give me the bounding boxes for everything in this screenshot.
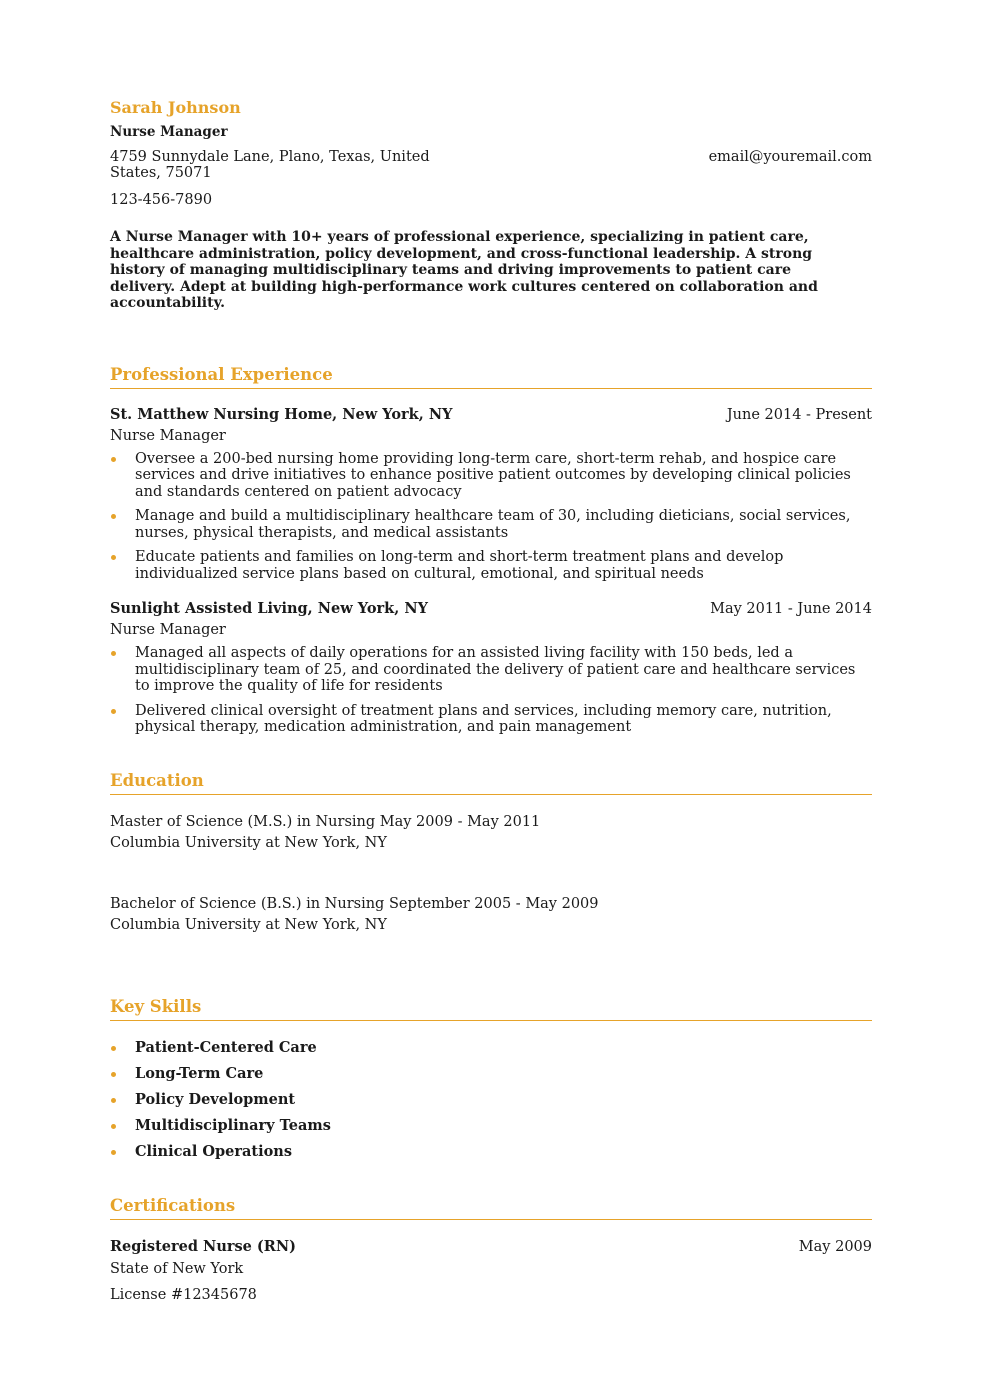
certification-entry [110, 1238, 872, 1304]
job-header [110, 600, 872, 618]
candidate-title: Nurse Manager [110, 124, 228, 140]
job-entry [110, 406, 872, 583]
phone: 123-456-7890 [110, 192, 213, 208]
candidate-name: Sarah Johnson [110, 98, 241, 117]
summary: A Nurse Manager with 10+ years of professional experience, specializing in patient care, healthcare administration, policy development, and cross-functional leadership. A strong history of managing multidisciplinary teams and driving improvements to patient care delivery. Adept at building high-performance work cultures centered on collaboration and accountability. [110, 229, 818, 311]
address: 4759 Sunnydale Lane, Plano, Texas, United States, 75071 [110, 149, 430, 181]
certification-license: License #12345678 [110, 1286, 257, 1303]
job-role: Nurse Manager [110, 622, 226, 638]
education-degree: Master of Science (M.S.) in Nursing May 2009 - May 2011 [110, 813, 541, 830]
job-header [110, 406, 872, 424]
job-entry [110, 600, 872, 736]
education-school: Columbia University at New York, NY [110, 916, 387, 933]
resume-content [110, 97, 872, 1304]
list-item: Long-Term Care [110, 1061, 872, 1087]
job-company: Sunlight Assisted Living, New York, NY [110, 600, 428, 617]
skills-list [110, 1035, 872, 1165]
list-item: Educate patients and families on long-term and short-term treatment plans and develop individualized service plans based on cultural, emotional, and spiritual needs [110, 549, 872, 582]
education-entry [110, 812, 872, 854]
section-heading-certifications: Certifications [110, 1196, 872, 1220]
list-item: Multidisciplinary Teams [110, 1113, 872, 1139]
list-item: Patient-Centered Care [110, 1035, 872, 1061]
list-item: Policy Development [110, 1087, 872, 1113]
list-item: Clinical Operations [110, 1139, 872, 1165]
education-entry [110, 894, 872, 936]
contact-row [110, 149, 872, 181]
job-company: St. Matthew Nursing Home, New York, NY [110, 405, 453, 423]
list-item: Oversee a 200-bed nursing home providing long-term care, short-term rehab, and hospice care services and drive initiatives to enhance positive patient outcomes by developing clinical policies and standards centered on patient advocacy [110, 451, 872, 501]
email: email@youremail.com [708, 149, 872, 165]
certification-name: Registered Nurse (RN) [110, 1237, 296, 1255]
job-dates: June 2014 - Present [726, 406, 872, 423]
job-bullets [110, 451, 872, 583]
certification-date: May 2009 [798, 1238, 872, 1255]
job-bullets [110, 645, 872, 736]
section-heading-skills: Key Skills [110, 997, 872, 1021]
section-heading-education: Education [110, 771, 872, 795]
list-item: Managed all aspects of daily operations for an assisted living facility with 150 beds, led a multidisciplinary team of 25, and coordinated the delivery of patient care and healthcare services to improve the quality of life for residents [110, 645, 872, 695]
section-heading-experience: Professional Experience [110, 365, 872, 389]
certification-header [110, 1238, 872, 1256]
list-item: Manage and build a multidisciplinary healthcare team of 30, including dieticians, social services, nurses, physical therapists, and medical assistants [110, 508, 872, 541]
education-school: Columbia University at New York, NY [110, 834, 387, 851]
job-role: Nurse Manager [110, 427, 226, 444]
certification-issuer: State of New York [110, 1260, 244, 1277]
job-dates: May 2011 - June 2014 [710, 601, 872, 617]
list-item: Delivered clinical oversight of treatment plans and services, including memory care, nutrition, physical therapy, medication administration, and pain management [110, 703, 872, 736]
education-degree: Bachelor of Science (B.S.) in Nursing September 2005 - May 2009 [110, 895, 599, 912]
